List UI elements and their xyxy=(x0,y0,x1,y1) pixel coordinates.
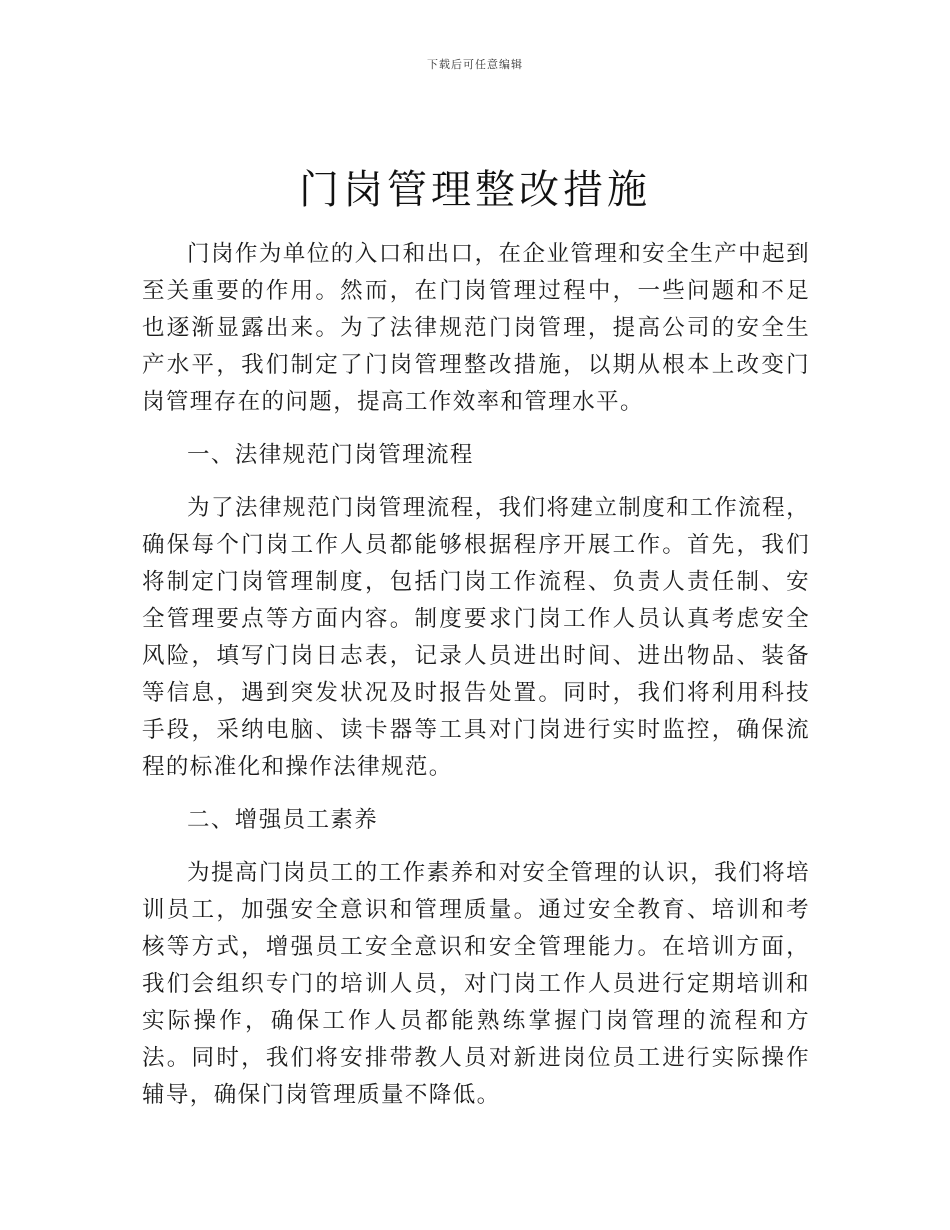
intro-paragraph: 门岗作为单位的入口和出口，在企业管理和安全生产中起到至关重要的作用。然而，在门岗管理过程中，一些问题和不足也逐渐显露出来。为了法律规范门岗管理，提高公司的安全生产水平，我们制定了门岗管理整改措施，以期从根本上改变门岗管理存在的问题，提高工作效率和管理水平。 xyxy=(142,241,810,415)
section-paragraph-2: 为提高门岗员工的工作素养和对安全管理的认识，我们将培训员工，加强安全意识和管理质量。通过安全教育、培训和考核等方式，增强员工安全意识和安全管理能力。在培训方面，我们会组织专门的培训人员，对门岗工作人员进行定期培训和实际操作，确保工作人员都能熟练掌握门岗管理的流程和方法。同时，我们将安排带教人员对新进岗位员工进行实际操作辅导，确保门岗管理质量不降低。 xyxy=(142,860,810,1108)
section-heading-2: 二、增强员工素养 xyxy=(187,807,379,833)
section-heading-1: 一、法律规范门岗管理流程 xyxy=(187,442,474,468)
section-paragraph-1: 为了法律规范门岗管理流程，我们将建立制度和工作流程，确保每个门岗工作人员都能够根据程序开展工作。首先，我们将制定门岗管理制度，包括门岗工作流程、负责人责任制、安全管理要点等方面内容。制度要求门岗工作人员认真考虑安全风险，填写门岗日志表，记录人员进出时间、进出物品、装备等信息，遇到突发状况及时报告处置。同时，我们将利用科技手段，采纳电脑、读卡器等工具对门岗进行实时监控，确保流程的标准化和操作法律规范。 xyxy=(142,495,810,780)
page-header: 下载后可任意编辑 xyxy=(427,58,523,71)
document-body xyxy=(142,236,810,1130)
document-title: 门岗管理整改措施 xyxy=(299,167,651,213)
